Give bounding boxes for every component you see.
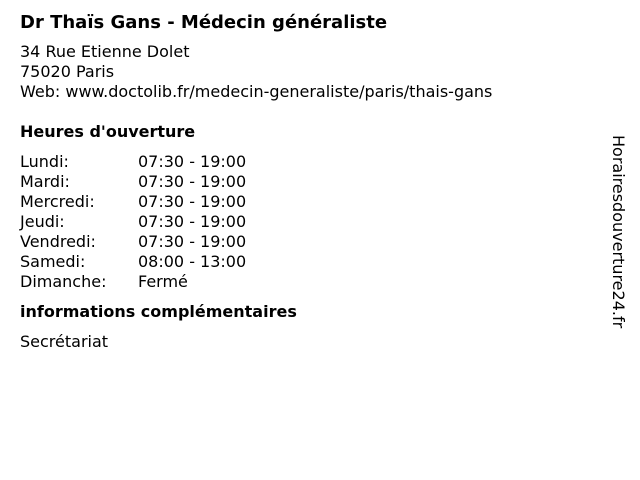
website-link[interactable]: Web: www.doctolib.fr/medecin-generaliste/paris/thais-gans [20, 82, 493, 101]
hours-row-saturday [20, 252, 600, 272]
day-label: Mercredi: [20, 192, 95, 211]
hours-row-tuesday [20, 172, 600, 192]
day-label: Mardi: [20, 172, 70, 191]
address-block [20, 42, 600, 102]
day-label: Vendredi: [20, 232, 96, 251]
day-label: Dimanche: [20, 272, 107, 291]
hours-row-wednesday [20, 192, 600, 212]
extra-info-text: Secrétariat [20, 332, 109, 351]
day-label: Jeudi: [20, 212, 65, 231]
day-label: Samedi: [20, 252, 86, 271]
page-title: Dr Thaïs Gans - Médecin généraliste [20, 12, 388, 33]
time-range: 07:30 - 19:00 [138, 192, 247, 211]
time-range: 07:30 - 19:00 [138, 172, 247, 191]
site-watermark: Horairesdouverture24.fr [609, 135, 628, 329]
street-address: 34 Rue Etienne Dolet [20, 42, 190, 61]
time-range: 07:30 - 19:00 [138, 212, 247, 231]
hours-row-friday [20, 232, 600, 252]
city-postcode: 75020 Paris [20, 62, 115, 81]
hours-row-sunday [20, 272, 600, 292]
hours-row-thursday [20, 212, 600, 232]
time-range: 07:30 - 19:00 [138, 152, 247, 171]
hours-heading: Heures d'ouverture [20, 122, 196, 141]
time-range: 07:30 - 19:00 [138, 232, 247, 251]
extra-info-heading: informations complémentaires [20, 302, 297, 321]
opening-hours-table [20, 152, 600, 292]
time-range: Fermé [138, 272, 188, 291]
listing-card [20, 8, 600, 352]
time-range: 08:00 - 13:00 [138, 252, 247, 271]
hours-row-monday [20, 152, 600, 172]
day-label: Lundi: [20, 152, 69, 171]
